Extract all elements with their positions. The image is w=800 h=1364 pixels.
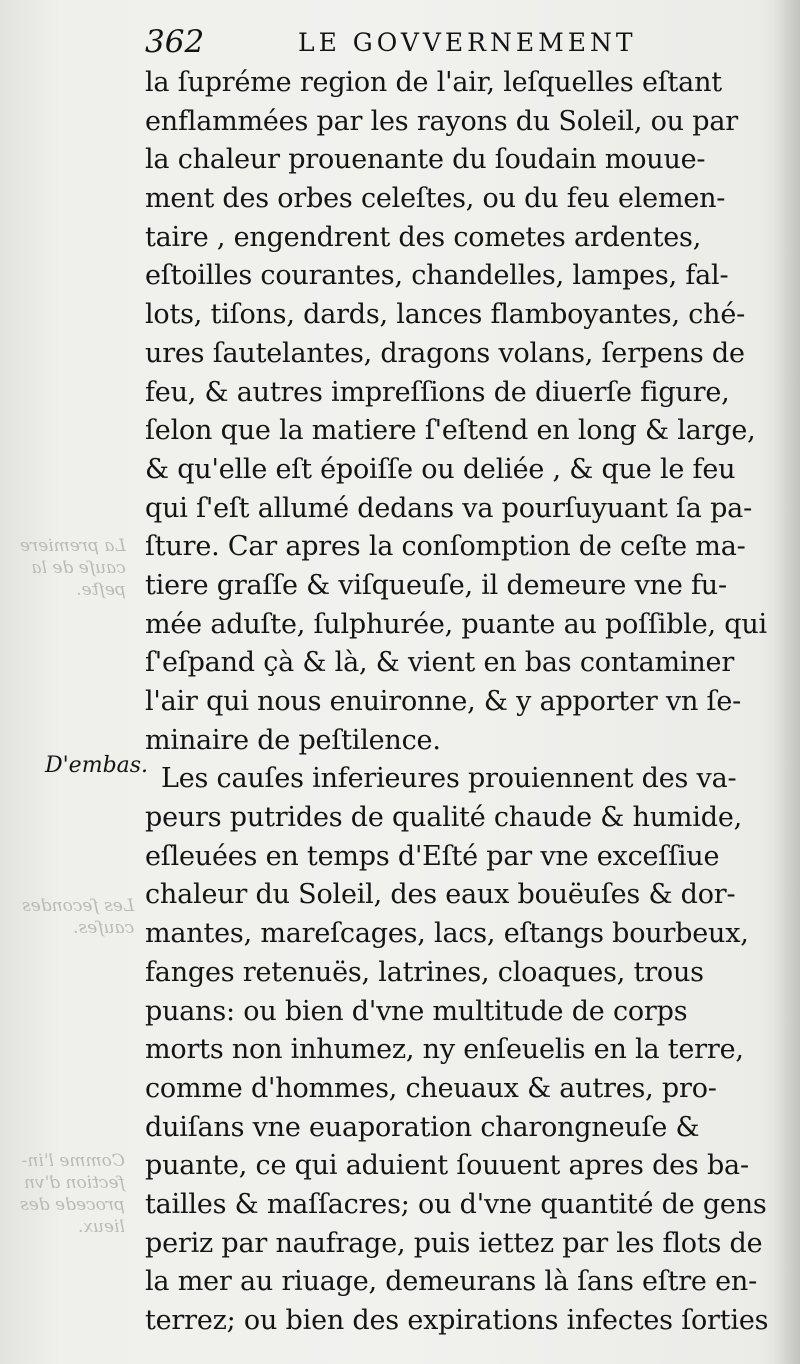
- page-header: [145, 20, 765, 64]
- text-line: ment des orbes celeſtes, ou du feu elemen-: [145, 183, 726, 215]
- text-line: fanges retenuës, latrines, cloaques, trous: [145, 956, 704, 988]
- text-line: feu, & autres impreſſions de diuerſe figure,: [145, 376, 730, 408]
- text-line: la mer au riuage, demeurans là ſans eſtre en-: [145, 1266, 757, 1298]
- margin-note: D'embas.: [45, 753, 149, 778]
- text-line: eſtoilles courantes, chandelles, lampes, fal-: [145, 260, 729, 292]
- show-through-text: La premiere cauſe de la peſte.: [20, 536, 126, 600]
- text-line: morts non inhumez, ny enſeuelis en la terre,: [145, 1034, 744, 1066]
- text-line: la chaleur prouenante du ſoudain mouue-: [145, 144, 706, 176]
- text-line: minaire de peſtilence.: [145, 724, 441, 756]
- body-text: [145, 64, 769, 1341]
- text-line: l'air qui nous enuironne, & y apporter vn ſe-: [145, 686, 742, 717]
- text-line: ſture. Car apres la conſomption de ceſte ma-: [145, 531, 746, 563]
- text-line: enflammées par les rayons du Soleil, ou par: [145, 105, 738, 137]
- text-line: la ſupréme region de l'air, leſquelles eſtant: [145, 67, 722, 98]
- text-line: periz par naufrage, puis iettez par les flots de: [145, 1227, 763, 1259]
- text-line: duiſans vne euaporation charongneuſe &: [145, 1111, 700, 1143]
- text-line: comme d'hommes, cheuaux & autres, pro-: [145, 1072, 717, 1104]
- text-line: puante, ce qui aduient ſouuent apres des ba-: [145, 1150, 749, 1182]
- page-edge-shadow: [774, 0, 800, 1364]
- show-through-text: Comme l'in- fection d'vn procede des lieux.: [20, 1151, 125, 1237]
- text-line: tiere graſſe & viſqueuſe, il demeure vne fu-: [145, 569, 727, 601]
- show-through-text: Les ſecondes cauſes.: [22, 896, 135, 938]
- text-line: chaleur du Soleil, des eaux bouëuſes & dor-: [145, 879, 736, 911]
- text-line: lots, tiſons, dards, lances flamboyantes, ché-: [145, 299, 746, 331]
- text-line: & qu'elle eſt époiſſe ou deliée , & que le feu: [145, 453, 736, 485]
- text-line: ſ'eſpand çà & là, & vient en bas contaminer: [145, 647, 735, 679]
- text-line: mée aduſte, ſulphurée, puante au poſſible, qui: [145, 608, 767, 640]
- text-line: ures ſautelantes, dragons volans, ſerpens de: [145, 337, 745, 369]
- text-line: puans: ou bien d'vne multitude de corps: [145, 995, 688, 1027]
- text-line: peurs putrides de qualité chaude & humide,: [145, 802, 742, 834]
- text-line: taire , engendrent des cometes ardentes,: [145, 221, 702, 253]
- text-line: eſleuées en temps d'Eſté par vne exceſſiue: [145, 840, 720, 872]
- page-number: 362: [145, 24, 205, 60]
- text-line: mantes, mareſcages, lacs, eſtangs bourbeux,: [145, 918, 749, 950]
- paragraph-first-line: Les cauſes inferieures prouiennent des va-: [161, 763, 737, 795]
- text-line: tailles & maſſacres; ou d'vne quantité de gens: [145, 1188, 767, 1220]
- text-line: ſelon que la matiere ſ'eſtend en long & large,: [145, 415, 756, 447]
- text-line: qui ſ'eſt allumé dedans va pourſuyuant ſa pa-: [145, 492, 752, 524]
- text-line: terrez; ou bien des expirations infectes ſorties: [145, 1305, 769, 1336]
- running-head: LE GOVVERNEMENT: [298, 28, 637, 57]
